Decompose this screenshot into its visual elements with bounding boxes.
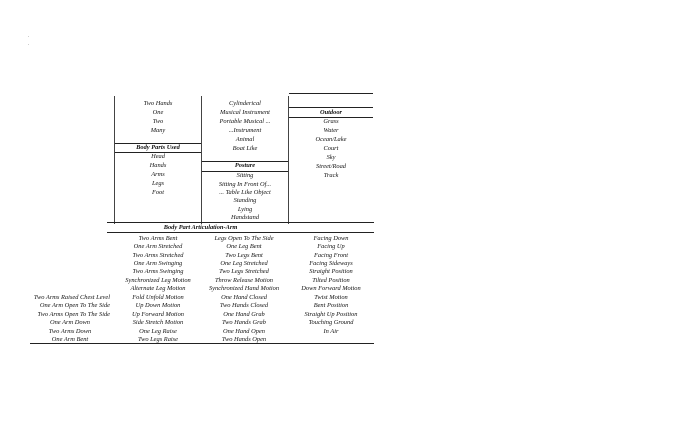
- posture-sitting: Sitting: [236, 172, 254, 179]
- object-portable-musical: Portable Musical ...: [219, 118, 271, 125]
- object-instrument: ...Instrument: [228, 127, 262, 134]
- arm-item: Side Stretch Motion: [132, 319, 184, 326]
- articulation-header: Body Part Articulation-Arm: [163, 224, 238, 231]
- outdoor-court: Court: [323, 145, 339, 152]
- object-animal: Animal: [235, 136, 255, 143]
- arm-item: Two Arms Bent: [138, 235, 178, 242]
- arm-item: Up Forward Motion: [132, 311, 184, 318]
- position-item: Touching Ground: [308, 319, 354, 326]
- left-item: One Arm Open To The Side: [39, 302, 110, 309]
- left-item: Two Arms Open To The Side: [37, 311, 110, 318]
- posture-header: Posture: [234, 162, 256, 169]
- arm-item: Two Legs Raise: [137, 336, 178, 343]
- leg-item: Synchronized Hand Motion: [208, 285, 280, 292]
- option-one: One: [152, 109, 164, 116]
- leg-item: Two Hands Closed: [219, 302, 269, 309]
- leg-item: One Leg Bent: [226, 243, 262, 250]
- position-item: Straight Up Position: [304, 311, 358, 318]
- option-two: Two: [152, 118, 164, 125]
- posture-table-like: ... Table Like Object: [219, 189, 271, 196]
- arm-item: Two Arms Swinging: [132, 268, 184, 275]
- outdoor-grass: Grass: [323, 118, 339, 125]
- arm-item: One Leg Raise: [139, 328, 177, 335]
- leg-item: One Hand Grab: [223, 311, 265, 318]
- body-parts-header: Body Parts Used: [136, 144, 180, 151]
- posture-standing: Standing: [233, 197, 257, 204]
- left-item: One Arm Bent: [51, 336, 89, 343]
- position-item: Facing Down: [313, 235, 349, 242]
- position-item: Facing Front: [313, 252, 349, 259]
- posture-lying: Lying: [237, 206, 253, 213]
- arm-item: Fold Unfold Motion: [132, 294, 184, 301]
- position-item: Straight Position: [309, 268, 353, 275]
- margin-mark: .: [28, 42, 30, 47]
- position-item: Twist Motion: [314, 294, 348, 301]
- arm-item: One Arm Stretched: [133, 243, 183, 250]
- leg-item: One Leg Stretched: [220, 260, 268, 267]
- position-item: Down Forward Motion: [301, 285, 361, 292]
- body-part-head: Head: [151, 153, 165, 160]
- table-rule: [107, 232, 374, 233]
- leg-item: Throw Release Motion: [215, 277, 273, 284]
- body-part-hands: Hands: [149, 162, 167, 169]
- outdoor-street-road: Street/Road: [316, 163, 346, 170]
- leg-item: One Hand Closed: [221, 294, 267, 301]
- leg-item: Two Legs Stretched: [219, 268, 269, 275]
- arm-item: Alternate Leg Motion: [130, 285, 186, 292]
- outdoor-sky: Sky: [326, 154, 336, 161]
- position-item: Bent Position: [313, 302, 349, 309]
- position-item: Facing Up: [317, 243, 345, 250]
- left-item: One Arm Down: [49, 319, 90, 326]
- table-rule: [289, 107, 373, 108]
- arm-item: Up Down Motion: [135, 302, 181, 309]
- object-boat-like: Boat Like: [232, 145, 258, 152]
- table-rule: [107, 222, 374, 223]
- outdoor-header: Outdoor: [319, 109, 343, 116]
- arm-item: Two Arms Stretched: [132, 252, 184, 259]
- body-part-arms: Arms: [151, 171, 165, 178]
- outdoor-track: Track: [323, 172, 339, 179]
- table-rule: [289, 93, 373, 94]
- option-two-hands: Two Hands: [143, 100, 173, 107]
- leg-item: Two Legs Bent: [225, 252, 263, 259]
- position-item: Tilted Position: [312, 277, 350, 284]
- arm-item: Synchronized Leg Motion: [125, 277, 191, 284]
- leg-item: Two Hands Grab: [222, 319, 266, 326]
- object-cylinderical: Cylinderical: [229, 100, 261, 107]
- outdoor-water: Water: [323, 127, 339, 134]
- position-item: In Air: [323, 328, 339, 335]
- body-part-legs: Legs: [151, 180, 165, 187]
- posture-handstand: Handstand: [230, 214, 260, 221]
- object-musical-instrument: Musical Instrument: [220, 109, 270, 116]
- body-part-foot: Foot: [151, 189, 165, 196]
- leg-item: One Hand Open: [223, 328, 265, 335]
- position-item: Facing Sideways: [309, 260, 353, 267]
- arm-item: One Arm Swinging: [133, 260, 183, 267]
- leg-item: Legs Open To The Side: [214, 235, 274, 242]
- left-item: Two Arms Down: [48, 328, 92, 335]
- posture-sitting-in-front: Sitting In Front Of...: [218, 181, 272, 188]
- left-item: Two Arms Raised Chest Level: [33, 294, 110, 301]
- leg-item: Two Hands Open: [221, 336, 267, 343]
- option-many: Many: [150, 127, 166, 134]
- margin-mark: .: [28, 34, 30, 39]
- outdoor-ocean-lake: Ocean/Lake: [315, 136, 347, 143]
